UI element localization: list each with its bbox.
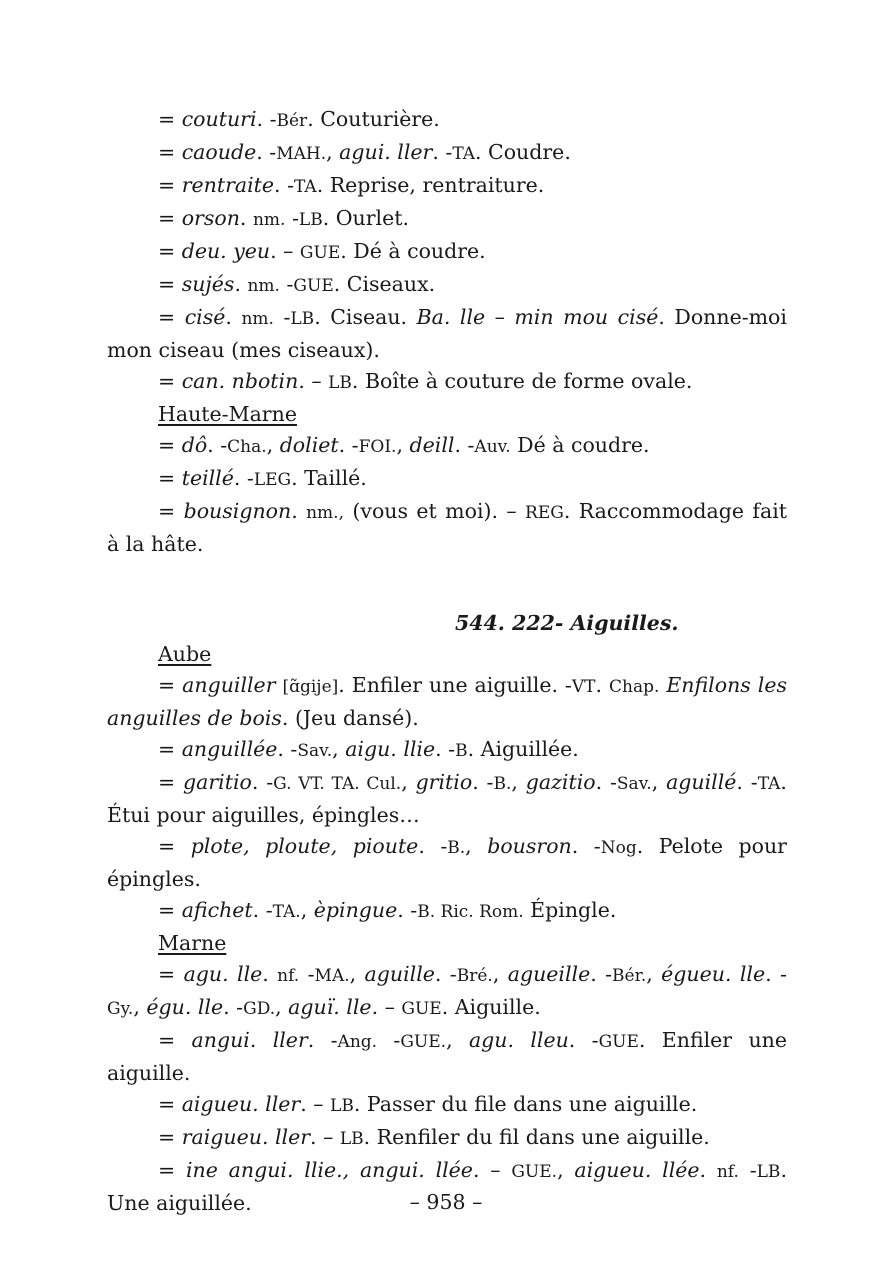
entry-text: ,	[557, 1158, 575, 1182]
entries-section-1	[107, 104, 787, 399]
entry-text: -	[279, 272, 294, 296]
headword: deill	[409, 433, 455, 457]
entry-text: . -	[256, 107, 277, 131]
abbreviation: LB	[298, 210, 323, 230]
abbreviation: LB	[290, 309, 315, 329]
entry-text: -	[377, 1028, 401, 1052]
headword: égueu. lle	[661, 962, 766, 986]
headword: afichet	[181, 898, 253, 922]
entry-text: . -	[454, 433, 475, 457]
entry-text: ,	[332, 737, 346, 761]
entry-text: .	[595, 673, 609, 697]
dictionary-entry	[107, 959, 787, 1025]
headword: anguiller	[182, 673, 276, 697]
headword: caoude	[181, 140, 257, 164]
dictionary-entry	[107, 269, 787, 302]
headword: angui. ller	[191, 1028, 308, 1052]
dictionary-entry	[107, 203, 787, 236]
entry-text: . Coudre.	[475, 140, 571, 164]
entry-text: =	[158, 834, 191, 858]
region-heading-aube: Aube	[158, 642, 212, 666]
entry-text: . Une aiguillée.	[107, 1158, 787, 1215]
entry-text: =	[158, 369, 182, 393]
dictionary-entry	[107, 137, 787, 170]
entry-text: . Enfiler une aiguille. -	[338, 673, 572, 697]
abbreviation: FOI.	[358, 437, 397, 457]
abbreviation: B.	[493, 774, 512, 794]
entry-text: =	[158, 433, 182, 457]
entry-text: . Ourlet.	[322, 206, 409, 230]
abbreviation: Chap.	[608, 677, 660, 697]
dictionary-entry	[107, 496, 787, 560]
abbreviation: GUE.	[400, 1032, 447, 1052]
entries-section-2	[107, 430, 787, 560]
entry-text: =	[158, 206, 182, 230]
entry-text: ,	[646, 962, 662, 986]
entries-section-4	[107, 959, 787, 1219]
headword: aguillé	[666, 770, 737, 794]
entry-text: . –	[371, 995, 402, 1019]
headword: bousignon	[183, 499, 292, 523]
headword: raigueu. ller	[181, 1125, 311, 1149]
entry-text: . Ciseau.	[314, 305, 417, 329]
headword: gritio	[415, 770, 473, 794]
region-heading-marne: Marne	[158, 931, 227, 955]
entry-text: . Passer du file dans une aiguille.	[353, 1092, 698, 1116]
entry-text: =	[158, 1125, 182, 1149]
entry-text: . -	[472, 770, 494, 794]
dictionary-entry	[107, 895, 787, 928]
abbreviation: G. VT. TA. Cul.	[273, 774, 402, 794]
abbreviation: LB	[330, 1096, 354, 1116]
entry-text: .	[239, 206, 253, 230]
entry-text: . Boîte à couture de forme ovale.	[351, 369, 693, 393]
entry-text: . -	[568, 1028, 599, 1052]
abbreviation: nm.	[241, 309, 274, 329]
dictionary-entry	[107, 670, 787, 734]
abbreviation: MAH.	[276, 144, 327, 164]
entry-text: . -	[274, 173, 294, 197]
entry-text: =	[158, 1028, 192, 1052]
entry-text: . -	[432, 140, 453, 164]
abbreviation: Sav.	[297, 741, 333, 761]
entry-text: . Aiguillée.	[467, 737, 579, 761]
headword: égu. lle	[146, 995, 224, 1019]
entry-text: ,	[266, 433, 280, 457]
section-heading: 544. 222- Aiguilles.	[455, 611, 679, 635]
entry-text: ,	[492, 962, 508, 986]
abbreviation: LEG	[253, 470, 292, 490]
abbreviation: LB	[328, 373, 352, 393]
entry-text: . Renfiler du fil dans une aiguille.	[363, 1125, 710, 1149]
abbreviation: GUE	[299, 243, 341, 263]
entry-text: ,	[446, 1028, 469, 1052]
abbreviation: [ɑ̃gije]	[282, 677, 339, 697]
entry-text: ,	[511, 770, 526, 794]
entry-text: =	[158, 272, 182, 296]
abbreviation: GUE	[401, 999, 442, 1019]
entry-text: . Couturière.	[307, 107, 440, 131]
entry-text: . -	[765, 962, 787, 986]
abbreviation: Cha.	[227, 437, 267, 457]
headword: aigueu. ller	[181, 1092, 301, 1116]
abbreviation: REG	[525, 503, 564, 523]
entry-text: . -	[736, 770, 758, 794]
entry-text: . -	[434, 962, 457, 986]
abbreviation: LB	[756, 1162, 781, 1182]
headword: doliet	[279, 433, 339, 457]
dictionary-entry	[107, 1025, 787, 1089]
entry-text: .	[225, 305, 242, 329]
entry-text: =	[158, 770, 184, 794]
headword: bousron	[487, 834, 572, 858]
headword: rentraite	[181, 173, 275, 197]
entry-text: . -	[277, 737, 298, 761]
entry-text: . Ciseaux.	[333, 272, 436, 296]
entry-text: .	[699, 1158, 717, 1182]
headword: aguille	[364, 962, 435, 986]
entry-text: -	[273, 305, 291, 329]
abbreviation: Nog	[600, 838, 637, 858]
entry-text: =	[158, 1158, 186, 1182]
abbreviation: Sav.	[616, 774, 652, 794]
headword: aigueu. llée	[574, 1158, 700, 1182]
entry-text: ,	[275, 995, 289, 1019]
entry-text: . Dé à coudre.	[340, 239, 486, 263]
entry-text: =	[158, 239, 182, 263]
entry-text: . -	[207, 433, 228, 457]
entry-text: . –	[472, 1158, 512, 1182]
dictionary-entry	[107, 430, 787, 463]
region-heading-haute-marne: Haute-Marne	[158, 402, 297, 426]
page-number: – 958 –	[409, 1190, 483, 1214]
abbreviation: nf.	[277, 966, 300, 986]
entry-text: ,	[300, 898, 314, 922]
entry-text: . –	[298, 369, 329, 393]
headword: deu. yeu	[181, 239, 271, 263]
entry-text: . -	[256, 140, 277, 164]
entry-text: -	[285, 206, 299, 230]
entry-text: ,	[326, 140, 340, 164]
entry-text: =	[158, 673, 183, 697]
entry-text: =	[158, 140, 182, 164]
entry-text: . –	[310, 1125, 340, 1149]
dictionary-entry	[107, 170, 787, 203]
entry-text: =	[158, 499, 184, 523]
entry-text: =	[158, 466, 182, 490]
entry-text: . -	[223, 995, 244, 1019]
abbreviation: GUE	[293, 276, 334, 296]
entry-text: . Enfiler une aiguille.	[107, 1028, 787, 1085]
entry-text: -	[299, 962, 315, 986]
abbreviation: Bér	[276, 111, 308, 131]
abbreviation: TA	[452, 144, 475, 164]
headword: couturi	[181, 107, 257, 131]
dictionary-entry	[107, 104, 787, 137]
entry-text: . -	[397, 898, 418, 922]
dictionary-entry	[107, 463, 787, 496]
abbreviation: TA.	[272, 902, 301, 922]
entry-text: =	[158, 107, 182, 131]
headword: plote, ploute, pioute	[190, 834, 419, 858]
entry-text: ,	[349, 962, 365, 986]
headword: agui. ller	[339, 140, 433, 164]
abbreviation: Bér.	[612, 966, 647, 986]
headword: èpingue	[313, 898, 398, 922]
abbreviation: TA	[757, 774, 781, 794]
abbreviation: GD.	[243, 999, 276, 1019]
dictionary-page	[107, 104, 787, 1219]
abbreviation: nm.	[252, 210, 286, 230]
abbreviation: Ang.	[337, 1032, 378, 1052]
entry-text: . -	[233, 466, 254, 490]
abbreviation: Bré.	[456, 966, 493, 986]
entry-text: =	[158, 962, 184, 986]
dictionary-entry	[107, 1122, 787, 1155]
dictionary-entry	[107, 302, 787, 366]
entry-text: . –	[270, 239, 300, 263]
entry-text: =	[158, 737, 182, 761]
headword: Ba. lle – min mou cisé	[416, 305, 659, 329]
entry-text: . Pelote pour épingles.	[107, 834, 787, 891]
abbreviation: TA	[294, 177, 317, 197]
entry-text: . -	[251, 770, 274, 794]
entry-text: . -	[252, 898, 273, 922]
headword: ine angui. llie., angui. llée	[185, 1158, 473, 1182]
abbreviation: nm.	[247, 276, 280, 296]
entry-text: =	[158, 305, 185, 329]
entry-text: . -	[595, 770, 617, 794]
entry-text: . –	[300, 1092, 331, 1116]
entry-text: . Étui pour aiguilles, épingles…	[107, 770, 787, 827]
entry-text: . -	[307, 1028, 338, 1052]
dictionary-entry	[107, 236, 787, 269]
entry-text: .	[234, 272, 248, 296]
headword: dô	[181, 433, 208, 457]
entry-text: ,	[133, 995, 147, 1019]
entry-text: . -	[338, 433, 359, 457]
entry-text: . Reprise, rentraiture.	[316, 173, 545, 197]
dictionary-entry	[107, 366, 787, 399]
headword: agueille	[507, 962, 591, 986]
abbreviation: MA.	[314, 966, 350, 986]
dictionary-entry	[107, 831, 787, 895]
abbreviation: GUE.	[511, 1162, 558, 1182]
entry-text: . Raccommodage fait à la hâte.	[107, 499, 787, 556]
dictionary-entry	[107, 767, 787, 831]
headword: agu. lleu	[468, 1028, 569, 1052]
entry-text: (vous et moi). –	[344, 499, 526, 523]
abbreviation: B. Ric. Rom.	[417, 902, 524, 922]
entry-text: =	[158, 1092, 182, 1116]
entry-text: ,	[396, 433, 410, 457]
entry-text: ,	[465, 834, 488, 858]
abbreviation: nf.	[716, 1162, 739, 1182]
headword: aigu. llie	[345, 737, 436, 761]
entry-text: .	[262, 962, 278, 986]
entry-text: =	[158, 898, 182, 922]
headword: aguï. lle	[288, 995, 372, 1019]
entry-text: ,	[651, 770, 667, 794]
abbreviation: GUE	[598, 1032, 639, 1052]
headword: cisé	[184, 305, 226, 329]
entry-text: . Aiguille.	[441, 995, 541, 1019]
abbreviation: B	[455, 741, 468, 761]
entry-text: . -	[435, 737, 456, 761]
entries-section-3	[107, 670, 787, 928]
entry-text: . -	[418, 834, 448, 858]
abbreviation: B.	[447, 838, 466, 858]
headword: anguillée	[181, 737, 278, 761]
entry-text: . (Jeu dansé).	[281, 706, 419, 730]
headword: garitio	[183, 770, 252, 794]
headword: agu. lle	[183, 962, 263, 986]
headword: sujés	[181, 272, 235, 296]
dictionary-entry	[107, 734, 787, 767]
entry-text: Épingle.	[523, 898, 617, 922]
entry-text: . Taillé.	[291, 466, 367, 490]
abbreviation: Gy.	[107, 999, 134, 1019]
entry-text: ,	[401, 770, 416, 794]
headword: gazitio	[525, 770, 596, 794]
abbreviation: nm.,	[306, 503, 344, 523]
entry-text: . -	[590, 962, 613, 986]
headword: teillé	[181, 466, 234, 490]
entry-text: . Donne-moi mon ciseau (mes ciseaux).	[107, 305, 787, 362]
abbreviation: LB	[339, 1129, 364, 1149]
entry-text: . -	[571, 834, 601, 858]
entry-text: .	[291, 499, 307, 523]
entry-text: Dé à coudre.	[510, 433, 650, 457]
abbreviation: Auv.	[474, 437, 511, 457]
entry-text: -	[738, 1158, 757, 1182]
dictionary-entry	[107, 1089, 787, 1122]
headword: can. nbotin	[181, 369, 299, 393]
abbreviation: VT	[571, 677, 596, 697]
headword: orson	[181, 206, 240, 230]
headword: Enfilons les anguilles de bois	[107, 673, 787, 730]
entry-text: =	[158, 173, 182, 197]
